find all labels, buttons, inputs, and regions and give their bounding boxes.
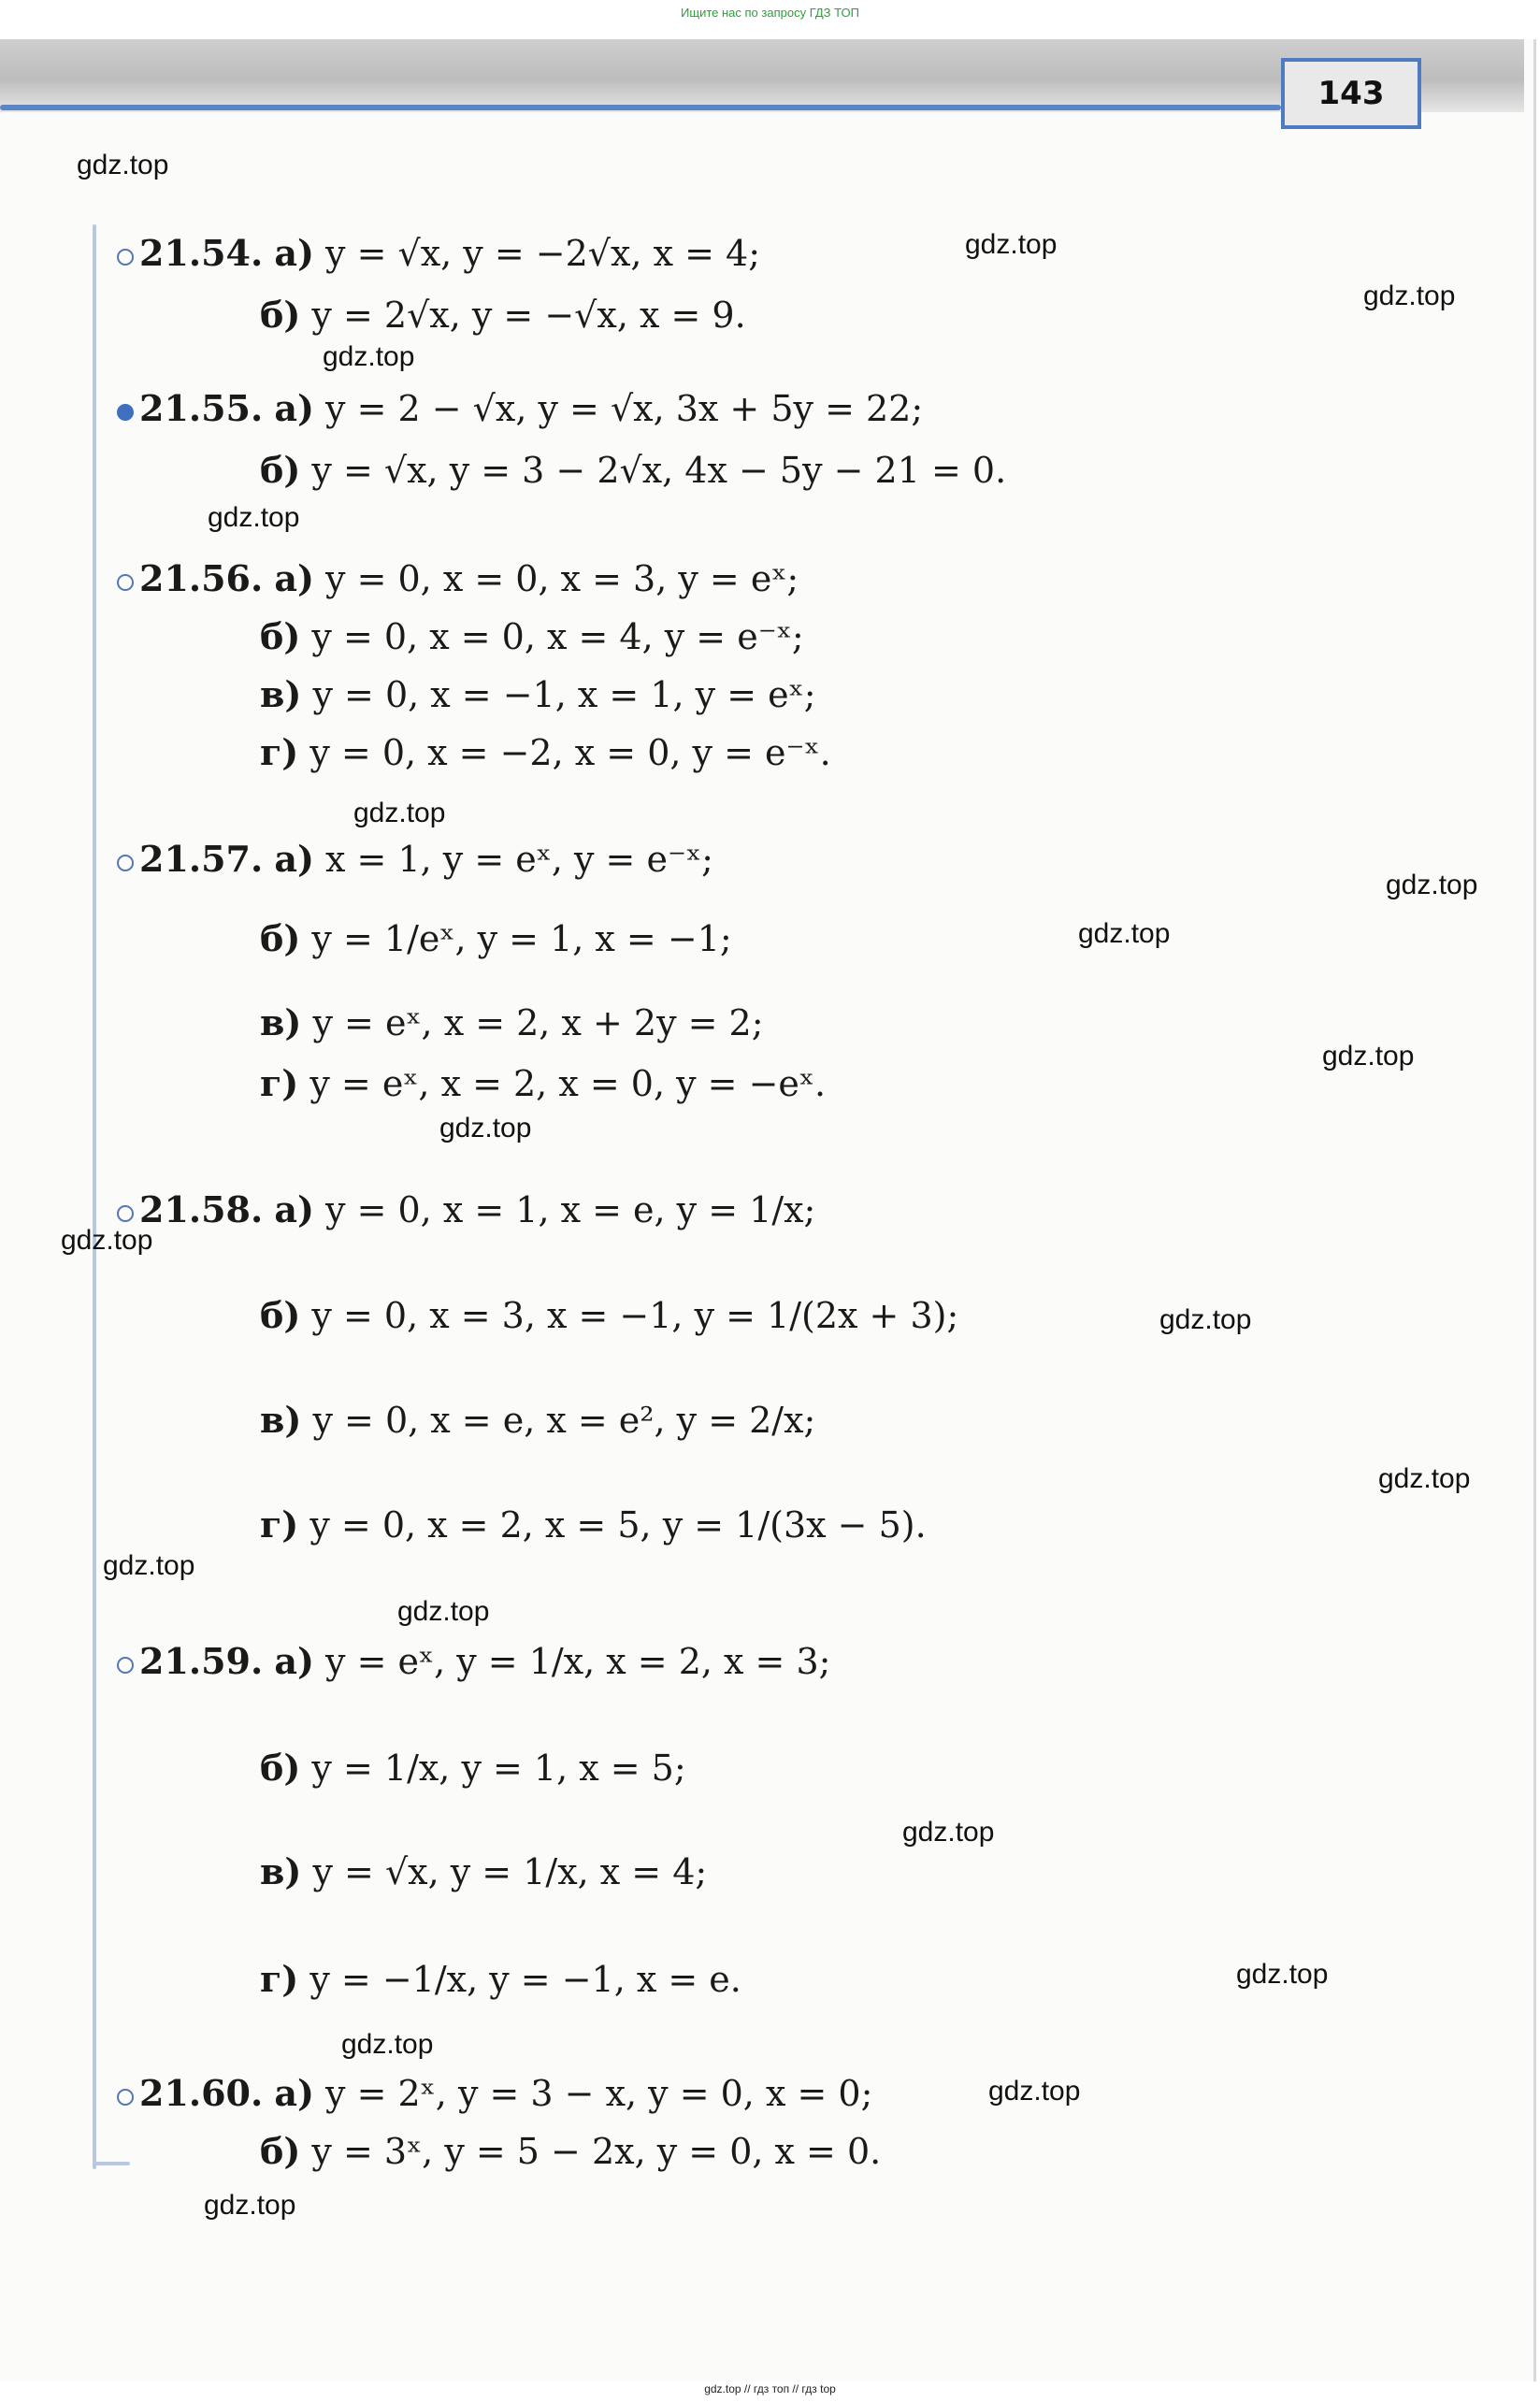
- math-expression: y = 1/x, y = 1, x = 5;: [311, 1748, 686, 1789]
- math-expression: y = 2 − √x, y = √x, 3x + 5y = 22;: [325, 388, 924, 429]
- problem-21-58-line-b: б) y = 0, x = 3, x = −1, y = 1/(2x + 3);: [260, 1294, 959, 1336]
- math-expression: y = eˣ, x = 2, x = 0, y = −eˣ.: [309, 1063, 827, 1104]
- problem-21-57-line-c: в) y = eˣ, x = 2, x + 2y = 2;: [260, 1001, 764, 1043]
- watermark: gdz.top: [1078, 918, 1171, 949]
- math-expression: y = 3ˣ, y = 5 − 2x, y = 0, x = 0.: [311, 2131, 882, 2172]
- watermark: gdz.top: [103, 1550, 195, 1581]
- problem-number: 21.56.: [139, 557, 264, 599]
- problem-21-55-line-a: 21.55. а) y = 2 − √x, y = √x, 3x + 5y = 22;: [117, 391, 923, 426]
- math-expression: y = −1/x, y = −1, x = e.: [309, 1959, 741, 2000]
- problem-21-58-line-c: в) y = 0, x = e, x = e², y = 2/x;: [260, 1399, 816, 1441]
- watermark: gdz.top: [204, 2190, 296, 2221]
- watermark: gdz.top: [77, 150, 169, 180]
- math-expression: y = 0, x = 3, x = −1, y = 1/(2x + 3);: [311, 1295, 959, 1336]
- problem-21-56-line-a: 21.56. а) y = 0, x = 0, x = 3, y = eˣ;: [117, 561, 799, 597]
- math-expression: y = 2√x, y = −√x, x = 9.: [311, 295, 746, 336]
- watermark: gdz.top: [323, 341, 415, 372]
- problem-21-59-line-a: 21.59. а) y = eˣ, y = 1/x, x = 2, x = 3;: [117, 1644, 830, 1679]
- watermark: gdz.top: [988, 2076, 1081, 2107]
- math-expression: y = 0, x = 1, x = e, y = 1/x;: [325, 1189, 816, 1230]
- problem-21-56-line-b: б) y = 0, x = 0, x = 4, y = e⁻ˣ;: [260, 615, 804, 657]
- problem-21-59-line-b: б) y = 1/x, y = 1, x = 5;: [260, 1747, 686, 1789]
- problem-21-57-line-b: б) y = 1/eˣ, y = 1, x = −1;: [260, 917, 732, 959]
- problem-21-58-line-d: г) y = 0, x = 2, x = 5, y = 1/(3x − 5).: [260, 1503, 927, 1546]
- math-expression: y = eˣ, y = 1/x, x = 2, x = 3;: [325, 1641, 831, 1682]
- math-expression: y = 0, x = −2, x = 0, y = e⁻ˣ.: [309, 732, 831, 773]
- open-circle-icon: [117, 2089, 134, 2106]
- math-expression: y = 2ˣ, y = 3 − x, y = 0, x = 0;: [325, 2073, 873, 2114]
- filled-circle-icon: [117, 404, 134, 421]
- math-expression: y = √x, y = 1/x, x = 4;: [312, 1851, 708, 1892]
- problem-number: 21.58.: [139, 1188, 264, 1230]
- watermark: gdz.top: [397, 1596, 490, 1627]
- math-expression: y = 0, x = 0, x = 4, y = e⁻ˣ;: [311, 616, 804, 657]
- problem-number: 21.55.: [139, 387, 264, 429]
- open-circle-icon: [117, 249, 134, 266]
- watermark: gdz.top: [439, 1113, 532, 1143]
- math-expression: y = √x, y = −2√x, x = 4;: [325, 233, 760, 274]
- problem-21-54-line-a: 21.54. а) y = √x, y = −2√x, x = 4;: [117, 236, 760, 271]
- math-expression: y = 1/eˣ, y = 1, x = −1;: [311, 918, 732, 959]
- problem-number: 21.57.: [139, 838, 264, 880]
- math-expression: y = 0, x = e, x = e², y = 2/x;: [312, 1400, 816, 1441]
- watermark: gdz.top: [1378, 1463, 1471, 1494]
- problem-21-56-line-d: г) y = 0, x = −2, x = 0, y = e⁻ˣ.: [260, 731, 831, 773]
- header-rule: [0, 105, 1281, 110]
- watermark: gdz.top: [1363, 280, 1456, 311]
- math-expression: y = 0, x = 0, x = 3, y = eˣ;: [325, 558, 799, 599]
- watermark: gdz.top: [1386, 870, 1478, 900]
- problem-21-55-line-b: б) y = √x, y = 3 − 2√x, 4x − 5y − 21 = 0.: [260, 449, 1007, 491]
- math-expression: y = √x, y = 3 − 2√x, 4x − 5y − 21 = 0.: [311, 450, 1007, 491]
- watermark: gdz.top: [902, 1817, 995, 1848]
- open-circle-icon: [117, 574, 134, 591]
- problem-21-60-line-b: б) y = 3ˣ, y = 5 − 2x, y = 0, x = 0.: [260, 2130, 882, 2172]
- watermark: gdz.top: [353, 798, 446, 828]
- open-circle-icon: [117, 855, 134, 871]
- open-circle-icon: [117, 1657, 134, 1674]
- footer-note: gdz.top // гдз топ // гдз top: [704, 2382, 836, 2395]
- left-margin-bar-foot: [93, 2162, 130, 2165]
- open-circle-icon: [117, 1205, 134, 1222]
- problem-21-59-line-d: г) y = −1/x, y = −1, x = e.: [260, 1958, 741, 2000]
- problem-21-57-line-a: 21.57. а) x = 1, y = eˣ, y = e⁻ˣ;: [117, 841, 713, 877]
- problem-number: 21.59.: [139, 1640, 264, 1682]
- watermark: gdz.top: [208, 502, 300, 533]
- watermark: gdz.top: [61, 1225, 153, 1256]
- watermark: gdz.top: [1236, 1959, 1329, 1990]
- math-expression: y = 0, x = −1, x = 1, y = eˣ;: [312, 674, 816, 715]
- problem-number: 21.60.: [139, 2072, 264, 2114]
- problem-21-54-line-b: б) y = 2√x, y = −√x, x = 9.: [260, 294, 746, 336]
- page-number: 143: [1281, 58, 1421, 129]
- watermark: gdz.top: [965, 229, 1058, 260]
- problem-21-56-line-c: в) y = 0, x = −1, x = 1, y = eˣ;: [260, 673, 816, 715]
- problem-number: 21.54.: [139, 232, 264, 274]
- top-note: Ищите нас по запросу ГДЗ ТОП: [681, 6, 859, 20]
- math-expression: y = 0, x = 2, x = 5, y = 1/(3x − 5).: [309, 1504, 927, 1546]
- problem-21-58-line-a: 21.58. а) y = 0, x = 1, x = e, y = 1/x;: [117, 1192, 815, 1228]
- math-expression: y = eˣ, x = 2, x + 2y = 2;: [312, 1002, 764, 1043]
- problem-21-59-line-c: в) y = √x, y = 1/x, x = 4;: [260, 1850, 708, 1892]
- math-expression: x = 1, y = eˣ, y = e⁻ˣ;: [325, 839, 713, 880]
- watermark: gdz.top: [1322, 1041, 1415, 1072]
- watermark: gdz.top: [1159, 1304, 1252, 1335]
- watermark: gdz.top: [341, 2029, 434, 2060]
- problem-21-57-line-d: г) y = eˣ, x = 2, x = 0, y = −eˣ.: [260, 1062, 827, 1104]
- problem-21-60-line-a: 21.60. а) y = 2ˣ, y = 3 − x, y = 0, x = 0;: [117, 2076, 872, 2111]
- left-margin-bar: [93, 224, 96, 2169]
